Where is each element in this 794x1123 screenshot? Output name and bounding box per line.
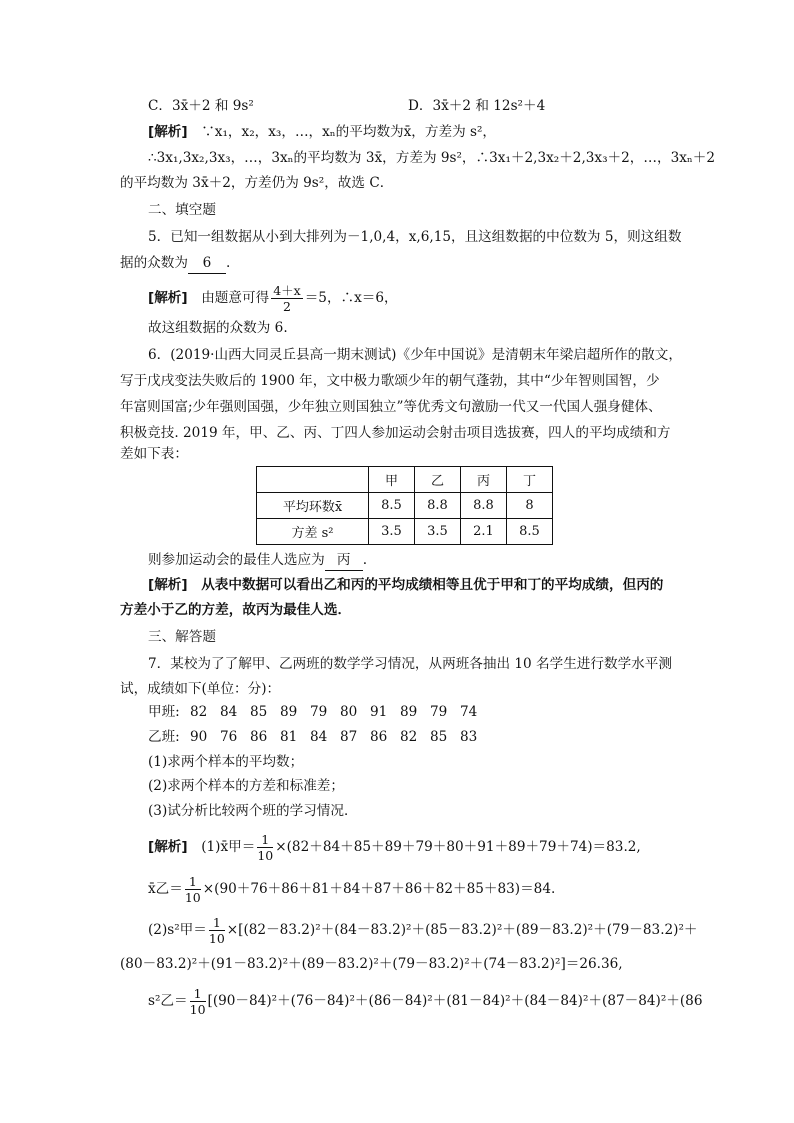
solution-label: [解析] <box>148 839 188 855</box>
solution-label: [解析] <box>148 577 188 593</box>
table-header-row <box>257 467 553 493</box>
table-header-cell: 甲 <box>369 467 415 493</box>
class-b-label: 乙班: <box>148 729 180 745</box>
score: 79 <box>310 704 328 720</box>
score: 86 <box>250 729 268 745</box>
q7-ask-1: (1)求两个样本的平均数； <box>148 754 304 770</box>
fraction <box>185 874 201 905</box>
q4-solution-line-1 <box>148 122 496 142</box>
score: 86 <box>370 729 388 745</box>
table-header-cell <box>257 467 369 493</box>
section-answer-heading: 三、解答题 <box>148 629 216 645</box>
q6-stem-line-1: 6．(2019·山西大同灵丘县高一期末测试)《少年中国说》是清朝末年梁启超所作的散文， <box>148 347 682 363</box>
fraction-denominator: 10 <box>208 931 225 946</box>
q7-solution-post-2: ×(90＋76＋86＋81＋84＋87＋86＋82＋85＋83)＝84. <box>202 881 556 897</box>
q7-ask-2: (2)求两个样本的方差和标准差； <box>148 778 344 794</box>
score: 79 <box>430 704 448 720</box>
table-cell: 8.8 <box>461 493 507 519</box>
q7-solution-line-1 <box>148 831 641 863</box>
q4-solution-line-2: ∴3x₁,3x₂,3x₃，…，3xₙ的平均数为 3x̄，方差为 9s²，∴3x₁＋2,3x₂＋2,3x₃＋2，…，3xₙ＋2 <box>148 150 716 166</box>
q6-solution-line-1 <box>148 575 663 595</box>
score: 84 <box>310 729 328 745</box>
score: 87 <box>340 729 358 745</box>
q5-stem-text: 据的众数为 <box>120 255 188 271</box>
fraction-denominator: 10 <box>257 848 274 863</box>
option-d: D．3x̄＋2 和 12s²＋4 <box>408 98 546 114</box>
q5-solution-line <box>148 282 398 314</box>
q5-answer-blank: 6 <box>188 253 226 274</box>
table-cell: 8.5 <box>507 519 553 545</box>
q5-solution-post: ＝5，∴x＝6， <box>304 290 398 306</box>
q6-solution-text-1: 从表中数据可以看出乙和丙的平均成绩相等且优于甲和丁的平均成绩，但丙的 <box>201 577 664 593</box>
fraction <box>257 832 273 863</box>
fraction <box>271 283 303 314</box>
fraction-numerator: 1 <box>209 915 225 931</box>
score: 85 <box>430 729 448 745</box>
table-header-cell: 乙 <box>415 467 461 493</box>
q7-solution-pre-5: s²乙＝ <box>148 993 188 1009</box>
table-cell: 平均环数x̄ <box>257 493 369 519</box>
class-a-scores <box>148 702 490 722</box>
q5-conclusion: 故这组数据的众数为 6. <box>148 320 288 336</box>
score: 90 <box>190 729 208 745</box>
fraction-numerator: 4＋x <box>273 283 301 298</box>
fraction <box>209 915 225 946</box>
score: 91 <box>370 704 388 720</box>
table-row <box>257 493 553 519</box>
q6-stem-line-5: 差如下表： <box>120 446 188 462</box>
score: 85 <box>250 704 268 720</box>
q7-solution-line-5 <box>148 985 702 1017</box>
table-cell: 3.5 <box>415 519 461 545</box>
q7-stem-line-1: 7．某校为了了解甲、乙两班的数学学习情况，从两班各抽出 10 名学生进行数学水平测 <box>148 656 672 672</box>
q6-period: . <box>362 552 368 568</box>
score: 80 <box>340 704 358 720</box>
shooting-score-table <box>256 466 553 545</box>
table-cell: 3.5 <box>369 519 415 545</box>
q7-solution-line-2 <box>148 873 555 905</box>
table-header-cell: 丁 <box>507 467 553 493</box>
q6-stem-line-2: 写于戊戌变法失败后的 1900 年，文中极力歌颂少年的朝气蓬勃，其中“少年智则国智，少 <box>120 373 660 389</box>
q7-solution-pre-1: (1)x̄甲＝ <box>201 839 256 855</box>
table-cell: 2.1 <box>461 519 507 545</box>
q7-solution-pre-2: x̄乙＝ <box>148 881 183 897</box>
class-a-label: 甲班: <box>148 704 180 720</box>
class-b-scores <box>148 727 490 747</box>
table-cell: 8 <box>507 493 553 519</box>
q7-ask-3: (3)试分析比较两个班的学习情况． <box>148 803 358 819</box>
score: 84 <box>220 704 238 720</box>
q7-solution-post-1: ×(82＋84＋85＋89＋79＋80＋91＋89＋79＋74)＝83.2, <box>275 839 641 855</box>
q7-solution-pre-3: (2)s²甲＝ <box>148 922 207 938</box>
q7-stem-line-2: 试，成绩如下(单位：分)： <box>120 681 281 697</box>
q7-solution-post-3: ×[(82－83.2)²＋(84－83.2)²＋(85－83.2)²＋(89－83.2)²＋(79－83.2)²＋ <box>226 922 698 938</box>
score: 82 <box>190 704 208 720</box>
q7-solution-line-4: (80－83.2)²＋(91－83.2)²＋(89－83.2)²＋(79－83.2)²＋(74－83.2)²]＝26.36, <box>120 956 623 972</box>
section-fill-heading: 二、填空题 <box>148 202 216 218</box>
q4-solution-line-3: 的平均数为 3x̄＋2，方差仍为 9s²，故选 C． <box>120 175 394 191</box>
q5-stem-line-1: 5．已知一组数据从小到大排列为－1,0,4，x,6,15，且这组数据的中位数为 5，则这组数 <box>148 229 682 245</box>
table-cell: 方差 s² <box>257 519 369 545</box>
q4-solution-text-1: ∵x₁，x₂，x₃，…，xₙ的平均数为x̄，方差为 s²， <box>201 124 497 140</box>
fraction <box>190 986 206 1017</box>
fraction-numerator: 1 <box>257 832 273 848</box>
q7-solution-line-3 <box>148 914 698 946</box>
solution-label: [解析] <box>148 124 188 140</box>
solution-label: [解析] <box>148 290 188 306</box>
score: 89 <box>400 704 418 720</box>
table-row <box>257 519 553 545</box>
fraction-numerator: 1 <box>185 874 201 890</box>
option-c: C．3x̄＋2 和 9s² <box>148 98 254 114</box>
score: 83 <box>460 729 478 745</box>
table-cell: 8.5 <box>369 493 415 519</box>
score: 81 <box>280 729 298 745</box>
q6-stem-line-4: 积极竞技. 2019 年，甲、乙、丙、丁四人参加运动会射击项目选拔赛，四人的平均成绩和方 <box>120 425 671 441</box>
fraction-denominator: 10 <box>184 890 201 905</box>
score: 74 <box>460 704 478 720</box>
q5-solution-pre: 由题意可得 <box>201 290 270 306</box>
table-cell: 8.8 <box>415 493 461 519</box>
q5-period: . <box>225 255 231 271</box>
q6-stem-line-3: 年富则国富;少年强则国强，少年独立则国独立”等优秀文句激励一代又一代国人强身健体、 <box>120 399 662 415</box>
fraction-denominator: 2 <box>282 299 291 314</box>
fraction-denominator: 10 <box>189 1002 206 1017</box>
score: 82 <box>400 729 418 745</box>
table-header-cell: 丙 <box>461 467 507 493</box>
q6-ask-text: 则参加运动会的最佳人选应为 <box>148 552 325 568</box>
q6-ask-line <box>148 550 367 571</box>
q7-solution-post-5: [(90－84)²＋(76－84)²＋(86－84)²＋(81－84)²＋(84－84)²＋(87－84)²＋(86 <box>207 993 703 1009</box>
fraction-numerator: 1 <box>190 986 206 1002</box>
q6-solution-line-2: 方差小于乙的方差，故丙为最佳人选． <box>120 602 352 618</box>
score: 76 <box>220 729 238 745</box>
q5-stem-line-2 <box>120 253 230 274</box>
q6-answer-blank: 丙 <box>325 550 363 571</box>
score: 89 <box>280 704 298 720</box>
